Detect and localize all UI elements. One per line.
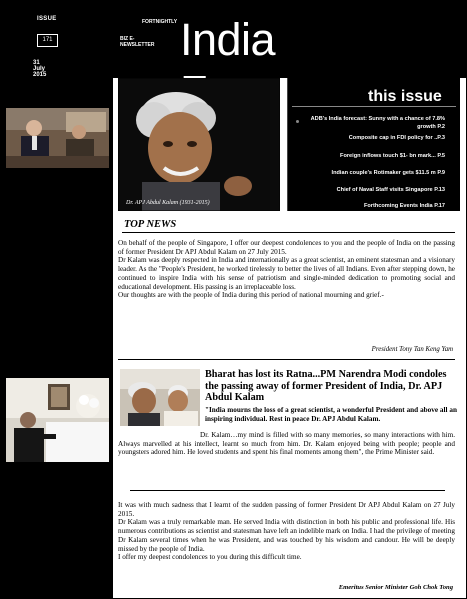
message-paragraph: Dr Kalam was deeply respected in India and internationally as a great scientist, an eminent statesman and a visionary leader. As the "People's President, he worked tirelessly to better the lives of all Indians. Even after stepping down, he continued to inspire India with his sense of patriotism and single-minded dedication to promoting social and educational development. His passing is an irreplaceable loss. bbox=[118, 256, 455, 291]
text-line: research organization. He bbox=[6, 241, 80, 250]
message-paragraph: Dr Kalam was a truly remarkable man. He served India with distinction in both his public and professional life. His numerous contributions as scientist and statesman have left an indelible mark on India. I had the privilege of meeting Dr Kalam several times when he was President, and was touched by his wisdom and candour. He will be deeply missed by the people of India. bbox=[118, 518, 455, 553]
text-line: pore, signed the condolence bbox=[6, 510, 87, 519]
text-line: Prime Minister's Office and bbox=[6, 476, 86, 485]
top-news-rule bbox=[122, 232, 455, 233]
modi-message bbox=[118, 431, 455, 457]
left-story-text bbox=[6, 181, 110, 336]
message-paragraph: On behalf of the people of Singapore, I offer our deepest condolences to you and the people of India on the passing of former President Dr APJ Abdul Kalam on 27 July 2015. bbox=[118, 239, 455, 256]
text-line: Dr Kalam had humble begin- bbox=[6, 215, 91, 224]
issue-date: 31 July 2015 bbox=[33, 60, 47, 78]
frequency-label: FORTNIGHTLY bbox=[142, 19, 178, 25]
text-line: book for former President of bbox=[6, 519, 89, 528]
left-story-signature: PM Lee Hsien Loong bbox=[44, 351, 101, 358]
section-heading: TOP NEWS bbox=[124, 219, 177, 230]
kalam-portrait bbox=[118, 78, 280, 211]
text-line: Mr Masagos Zulkifli, Minister, bbox=[6, 468, 96, 476]
text-line: 11th President from 2002- bbox=[6, 258, 82, 267]
president-signature: President Tony Tan Keng Yam bbox=[371, 346, 453, 353]
left-divider bbox=[6, 362, 110, 363]
text-line: Second Minister for Home bbox=[6, 485, 83, 494]
text-line: time of sorrow.- bbox=[6, 327, 53, 336]
quote-text: "India mourns the loss of a great scientist, a wonderful President and above all an inspiring individual. Rest in peace Dr. APJ Abdul Kalam. bbox=[205, 406, 457, 423]
text-line: Saddened to learn of the pass- bbox=[6, 181, 93, 189]
portrait-caption: Dr. APJ Abdul Kalam (1931-2015) bbox=[126, 200, 210, 206]
text-line: nings, but rose to become a bbox=[6, 223, 85, 232]
masthead-title: India bbox=[180, 14, 276, 65]
left-story-text bbox=[6, 468, 110, 554]
text-line: Kalam when he visited Singa- bbox=[6, 292, 93, 301]
newsletter-label: BIZ E- NEWSLETTER bbox=[120, 36, 155, 48]
goh-message bbox=[118, 501, 455, 562]
this-issue-item[interactable]: Foreign inflows touch $1- bn mark... P.5 bbox=[340, 153, 445, 159]
this-issue-item[interactable]: Composite cap in FDI policy for ..P.3 bbox=[348, 135, 445, 141]
modi-kalam-photo bbox=[120, 369, 200, 426]
message-paragraph: It was with much sadness that I learnt of the sudden passing of former President Dr APJ Abdul Kalam on 27 July 2015. bbox=[118, 501, 455, 518]
issue-label: ISSUE bbox=[37, 16, 57, 22]
text-line: dent Dr Avul Pakir Jainulab- bbox=[6, 198, 89, 207]
goh-signature: Emeritus Senior Minister Goh Chok Tong bbox=[338, 584, 453, 591]
condolence-book-photo bbox=[6, 378, 109, 462]
text-line: then served as the country's bbox=[6, 249, 86, 258]
left-story-condolence bbox=[6, 181, 110, 336]
pm-lee-photo bbox=[6, 108, 109, 168]
text-line: top scientist at India's defence bbox=[6, 232, 93, 241]
text-line: 2007, and was widely regarded bbox=[6, 266, 96, 275]
text-line: Affairs and Second Minister bbox=[6, 493, 88, 502]
text-line: I was honoured to meet Dr. bbox=[6, 284, 85, 293]
text-line: ing of India's former Presi- bbox=[6, 189, 84, 198]
text-line: pore in 2006. Our thoughts bbox=[6, 301, 84, 310]
text-line: India Dr A P J Abdul Kalam bbox=[6, 528, 87, 537]
story-divider bbox=[130, 490, 445, 491]
left-story-minister bbox=[6, 468, 110, 554]
message-paragraph: Dr. Kalam…my mind is filled with so many memories, so many interactions with him. Always marvelled at his intellect, learnt so much from him. Dr. Kalam enjoyed being with people; people and youngsters adored him. He loved students and spent his final moments among them", the Prime Minister said. bbox=[118, 431, 455, 457]
this-issue-item[interactable]: Chief of Naval Staff visits Singapore P.13 bbox=[336, 187, 445, 193]
modi-headline: Bharat has lost its Ratna...PM Narendra Modi condoles the passing away of former President of India, Dr. APJ Abdul Kalam bbox=[205, 369, 447, 404]
this-issue-item[interactable]: ADB's India forecast: Sunny with a chance of 7.8% growth P.2 bbox=[310, 116, 445, 130]
story-divider bbox=[118, 359, 455, 360]
text-line: deen Abdul Kalam. bbox=[6, 206, 62, 215]
text-line: for Foreign Affairs of Singa- bbox=[6, 502, 89, 511]
message-paragraph: Our thoughts are with the people of India during this period of national mourning and grief.- bbox=[118, 291, 384, 300]
this-issue-list bbox=[287, 0, 459, 220]
modi-quote bbox=[205, 406, 457, 423]
text-line: India in Singapore bbox=[6, 545, 60, 554]
text-line: are with his family and the bbox=[6, 309, 83, 318]
president-message bbox=[118, 239, 455, 300]
text-line: people of India during this bbox=[6, 318, 83, 327]
text-line: at the High Commission of bbox=[6, 536, 84, 545]
this-issue-item[interactable]: Indian couple's Rotimaker gets $11.5 m P.9 bbox=[331, 170, 445, 176]
message-paragraph: I offer my deepest condolences to you during this difficult time. bbox=[118, 553, 302, 562]
this-issue-title: this issue bbox=[368, 88, 442, 105]
text-line: as the "People's President". bbox=[6, 275, 85, 284]
this-issue-item[interactable]: Forthcoming Events India P.17 bbox=[363, 203, 445, 209]
issue-number: 171 bbox=[37, 34, 58, 47]
